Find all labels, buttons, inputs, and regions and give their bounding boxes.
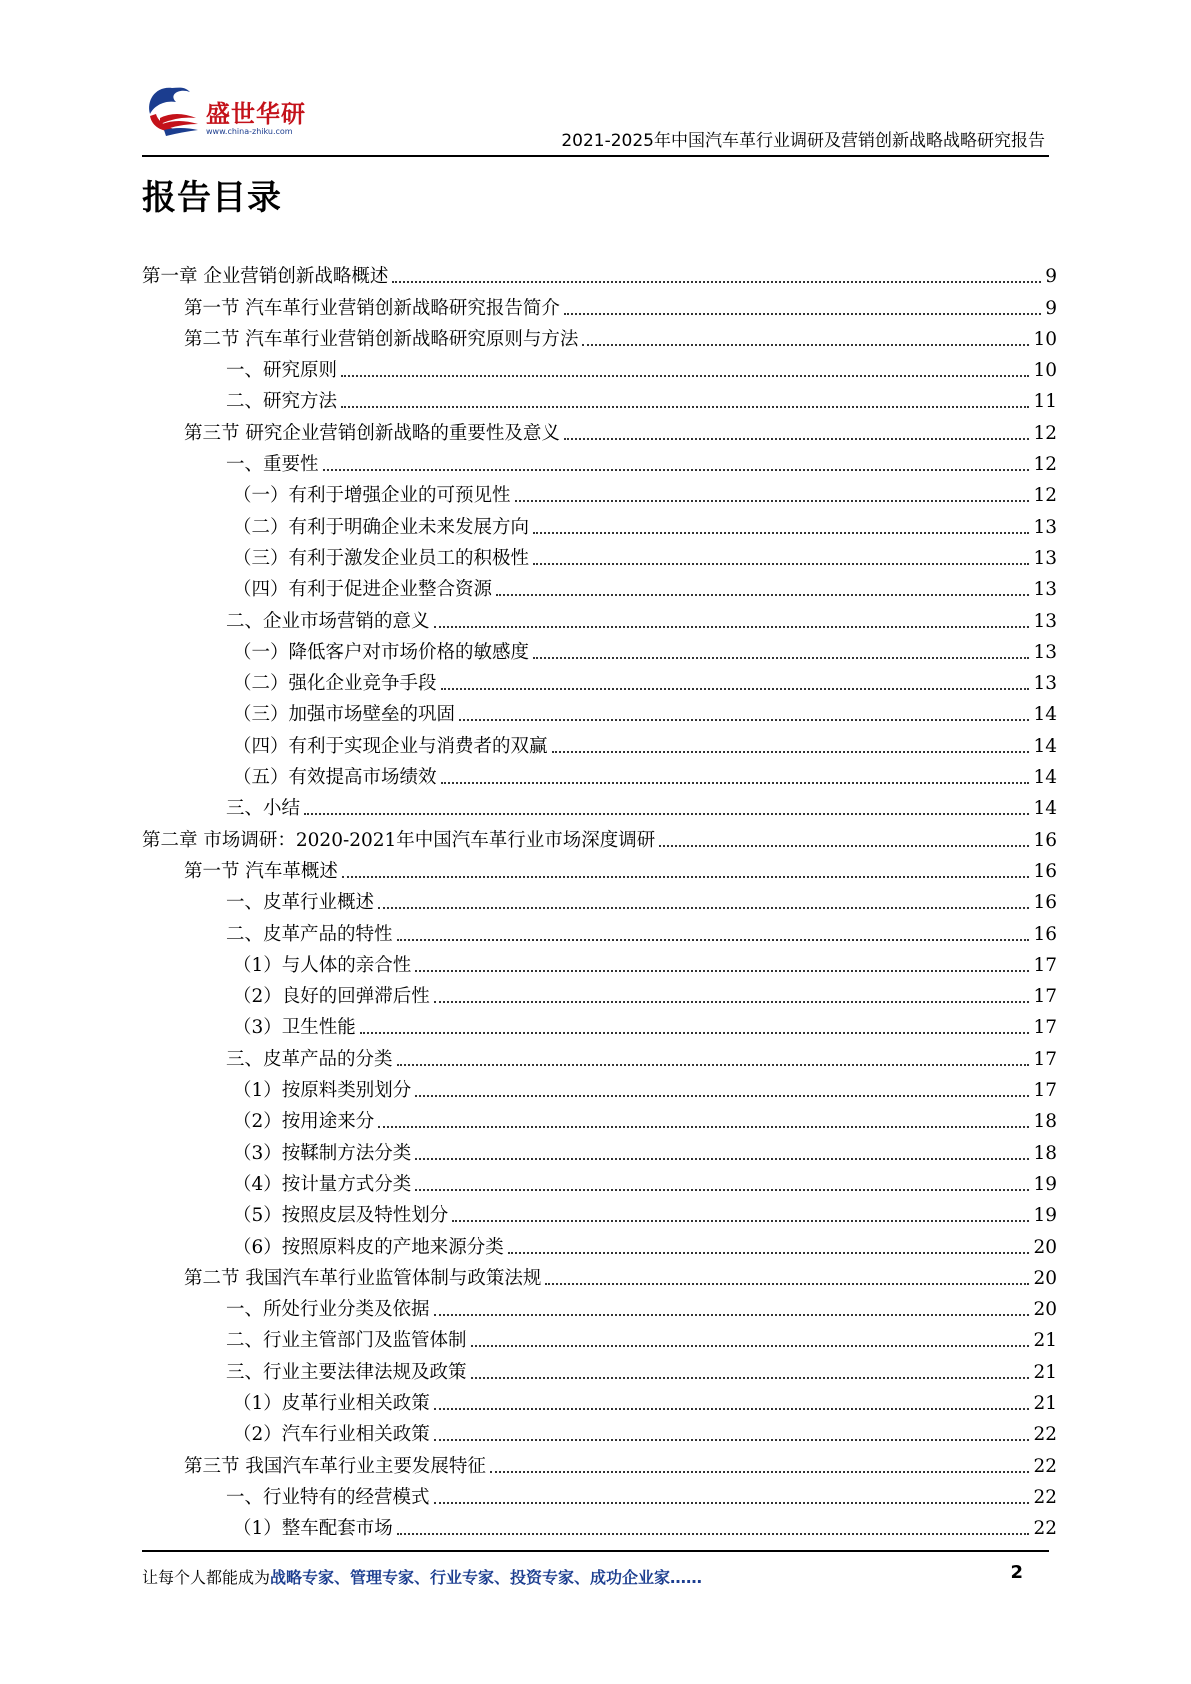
logo-text: 盛世华研 <box>206 100 306 128</box>
toc-entry[interactable] <box>142 383 1057 414</box>
toc-entry-title: 一、行业特有的经营模式 <box>226 1486 430 1508</box>
toc-entry-page: 22 <box>1033 1424 1057 1446</box>
toc-leader-dots <box>397 1064 1030 1066</box>
toc-entry-page: 18 <box>1033 1111 1057 1133</box>
toc-entry-title: （3）卫生性能 <box>233 1017 356 1039</box>
toc-entry-page: 16 <box>1033 923 1057 945</box>
toc-entry-title: （四）有利于实现企业与消费者的双赢 <box>233 735 548 757</box>
toc-leader-dots <box>392 281 1041 283</box>
toc-entry[interactable] <box>142 727 1057 758</box>
toc-entry-page: 22 <box>1033 1518 1057 1540</box>
toc-leader-dots <box>533 532 1029 534</box>
toc-leader-dots <box>434 1502 1030 1504</box>
toc-entry[interactable] <box>142 696 1057 727</box>
footer-divider <box>142 1550 1049 1552</box>
toc-entry-page: 14 <box>1033 735 1057 757</box>
toc-entry[interactable] <box>142 321 1057 352</box>
toc-entry-page: 22 <box>1033 1455 1057 1477</box>
page-title: 报告目录 <box>142 178 282 218</box>
toc-entry-title: 一、重要性 <box>226 454 319 476</box>
toc-entry-title: 一、皮革行业概述 <box>226 892 375 914</box>
toc-entry[interactable] <box>142 853 1057 884</box>
toc-entry-page: 13 <box>1033 610 1057 632</box>
toc-entry-title: （三）加强市场壁垒的巩固 <box>233 704 456 726</box>
toc-entry-title: 一、研究原则 <box>226 360 338 382</box>
toc-entry[interactable] <box>142 1353 1057 1384</box>
toc-entry[interactable] <box>142 602 1057 633</box>
toc-leader-dots <box>508 1252 1030 1254</box>
toc-entry-title: （1）与人体的亲合性 <box>233 954 412 976</box>
toc-leader-dots <box>341 375 1029 377</box>
toc-entry-page: 13 <box>1033 579 1057 601</box>
company-logo <box>142 82 312 142</box>
toc-entry-page: 10 <box>1033 328 1057 350</box>
toc-leader-dots <box>441 688 1030 690</box>
toc-leader-dots <box>496 594 1029 596</box>
toc-entry-title: （三）有利于激发企业员工的积极性 <box>233 547 530 569</box>
toc-entry-title: （1）整车配套市场 <box>233 1518 393 1540</box>
table-of-contents <box>142 258 1057 1541</box>
toc-leader-dots <box>459 719 1029 721</box>
toc-entry-title: 第一节 汽车革行业营销创新战略研究报告简介 <box>184 297 560 319</box>
toc-entry-page: 18 <box>1033 1142 1057 1164</box>
toc-leader-dots <box>397 1533 1030 1535</box>
toc-leader-dots <box>434 1314 1030 1316</box>
toc-entry[interactable] <box>142 665 1057 696</box>
toc-leader-dots <box>452 1220 1029 1222</box>
toc-leader-dots <box>471 1345 1030 1347</box>
toc-entry[interactable] <box>142 1447 1057 1478</box>
toc-entry-title: 二、行业主管部门及监管体制 <box>226 1330 467 1352</box>
toc-entry[interactable] <box>142 821 1057 852</box>
toc-entry[interactable] <box>142 1416 1057 1447</box>
toc-entry-page: 17 <box>1033 986 1057 1008</box>
toc-entry-page: 19 <box>1033 1205 1057 1227</box>
toc-entry-title: 一、所处行业分类及依据 <box>226 1299 430 1321</box>
toc-entry-title: （二）强化企业竞争手段 <box>233 673 437 695</box>
toc-entry[interactable] <box>142 759 1057 790</box>
toc-entry-page: 13 <box>1033 547 1057 569</box>
footer-prefix: 让每个人都能成为 <box>142 1568 271 1587</box>
toc-entry[interactable] <box>142 1385 1057 1416</box>
toc-entry[interactable] <box>142 1166 1057 1197</box>
toc-leader-dots <box>415 970 1029 972</box>
toc-entry-title: 二、皮革产品的特性 <box>226 923 393 945</box>
toc-leader-dots <box>378 907 1029 909</box>
toc-entry-page: 20 <box>1033 1299 1057 1321</box>
toc-entry[interactable] <box>142 1228 1057 1259</box>
toc-leader-dots <box>441 782 1030 784</box>
toc-entry-page: 16 <box>1033 892 1057 914</box>
toc-entry[interactable] <box>142 289 1057 320</box>
toc-entry-title: 第一节 汽车革概述 <box>184 860 338 882</box>
toc-entry-title: （四）有利于促进企业整合资源 <box>233 579 493 601</box>
toc-entry-title: （2）良好的回弹滞后性 <box>233 986 430 1008</box>
toc-entry-page: 17 <box>1033 1080 1057 1102</box>
toc-entry[interactable] <box>142 634 1057 665</box>
footer-slogan <box>142 1565 702 1588</box>
toc-entry-title: （2）按用途来分 <box>233 1111 375 1133</box>
toc-entry-page: 9 <box>1045 297 1057 319</box>
toc-leader-dots <box>415 1095 1029 1097</box>
toc-entry-title: （二）有利于明确企业未来发展方向 <box>233 516 530 538</box>
toc-entry[interactable] <box>142 508 1057 539</box>
toc-leader-dots <box>533 657 1029 659</box>
toc-entry[interactable] <box>142 477 1057 508</box>
toc-entry[interactable] <box>142 258 1057 289</box>
toc-entry[interactable] <box>142 1291 1057 1322</box>
toc-entry[interactable] <box>142 446 1057 477</box>
toc-leader-dots <box>434 1001 1030 1003</box>
toc-leader-dots <box>415 1158 1029 1160</box>
toc-entry[interactable] <box>142 1479 1057 1510</box>
toc-leader-dots <box>564 438 1030 440</box>
toc-entry-title: 第二节 我国汽车革行业监管体制与政策法规 <box>184 1267 542 1289</box>
toc-leader-dots <box>434 1439 1030 1441</box>
toc-entry-page: 12 <box>1033 422 1057 444</box>
toc-leader-dots <box>545 1283 1029 1285</box>
toc-leader-dots <box>515 500 1030 502</box>
toc-entry[interactable] <box>142 1072 1057 1103</box>
toc-entry-title: 第一章 企业营销创新战略概述 <box>142 266 389 288</box>
toc-entry[interactable] <box>142 414 1057 445</box>
toc-leader-dots <box>397 939 1030 941</box>
toc-leader-dots <box>582 344 1029 346</box>
toc-entry-title: （1）皮革行业相关政策 <box>233 1392 430 1414</box>
toc-entry[interactable] <box>142 884 1057 915</box>
document-title: 2021-2025年中国汽车革行业调研及营销创新战略战略研究报告 <box>561 131 1045 151</box>
logo-icon <box>142 82 204 138</box>
toc-leader-dots <box>378 1126 1029 1128</box>
toc-leader-dots <box>564 313 1041 315</box>
toc-entry[interactable] <box>142 1260 1057 1291</box>
toc-leader-dots <box>415 1189 1029 1191</box>
toc-entry[interactable] <box>142 540 1057 571</box>
toc-entry-title: 第三节 我国汽车革行业主要发展特征 <box>184 1455 486 1477</box>
toc-entry-page: 17 <box>1033 954 1057 976</box>
toc-leader-dots <box>360 1032 1030 1034</box>
toc-entry-page: 17 <box>1033 1048 1057 1070</box>
toc-entry-title: 三、行业主要法律法规及政策 <box>226 1361 467 1383</box>
toc-entry-page: 13 <box>1033 673 1057 695</box>
toc-leader-dots <box>490 1471 1030 1473</box>
toc-entry-page: 16 <box>1033 860 1057 882</box>
toc-entry-page: 9 <box>1045 266 1057 288</box>
toc-entry-page: 14 <box>1033 767 1057 789</box>
toc-entry[interactable] <box>142 1009 1057 1040</box>
toc-entry-page: 12 <box>1033 454 1057 476</box>
toc-leader-dots <box>659 845 1029 847</box>
toc-entry-page: 21 <box>1033 1361 1057 1383</box>
toc-entry[interactable] <box>142 915 1057 946</box>
toc-entry-page: 17 <box>1033 1017 1057 1039</box>
toc-entry-page: 14 <box>1033 704 1057 726</box>
toc-entry-title: 第二节 汽车革行业营销创新战略研究原则与方法 <box>184 328 579 350</box>
toc-entry[interactable] <box>142 352 1057 383</box>
toc-entry-page: 12 <box>1033 485 1057 507</box>
toc-entry-title: 三、小结 <box>226 798 301 820</box>
toc-entry-title: 第三节 研究企业营销创新战略的重要性及意义 <box>184 422 560 444</box>
toc-entry-page: 11 <box>1033 391 1057 413</box>
toc-entry-title: （2）汽车行业相关政策 <box>233 1424 430 1446</box>
toc-leader-dots <box>434 626 1030 628</box>
toc-entry[interactable] <box>142 790 1057 821</box>
toc-leader-dots <box>304 813 1029 815</box>
toc-entry-page: 16 <box>1033 829 1057 851</box>
toc-entry[interactable] <box>142 1510 1057 1541</box>
toc-entry-title: （5）按照皮层及特性划分 <box>233 1205 449 1227</box>
toc-entry[interactable] <box>142 1197 1057 1228</box>
toc-entry-title: 二、研究方法 <box>226 391 338 413</box>
toc-leader-dots <box>323 469 1030 471</box>
toc-leader-dots <box>533 563 1029 565</box>
toc-entry-title: （6）按照原料皮的产地来源分类 <box>233 1236 504 1258</box>
header-divider <box>142 155 1049 157</box>
toc-entry[interactable] <box>142 1134 1057 1165</box>
logo-url: www.china-zhiku.com <box>206 127 293 136</box>
toc-entry-title: （一）降低客户对市场价格的敏感度 <box>233 641 530 663</box>
toc-entry-page: 13 <box>1033 516 1057 538</box>
toc-leader-dots <box>434 1408 1030 1410</box>
toc-entry-page: 22 <box>1033 1486 1057 1508</box>
toc-leader-dots <box>341 406 1029 408</box>
toc-entry-page: 14 <box>1033 798 1057 820</box>
toc-entry-title: 二、企业市场营销的意义 <box>226 610 430 632</box>
toc-entry-page: 20 <box>1033 1236 1057 1258</box>
toc-entry-title: （3）按鞣制方法分类 <box>233 1142 412 1164</box>
toc-entry-title: （一）有利于增强企业的可预见性 <box>233 485 511 507</box>
toc-entry[interactable] <box>142 571 1057 602</box>
page-number: 2 <box>1010 1562 1023 1583</box>
toc-entry[interactable] <box>142 1040 1057 1071</box>
toc-entry-page: 10 <box>1033 360 1057 382</box>
toc-leader-dots <box>342 876 1030 878</box>
toc-entry[interactable] <box>142 947 1057 978</box>
toc-entry[interactable] <box>142 1103 1057 1134</box>
toc-entry[interactable] <box>142 1322 1057 1353</box>
toc-entry-page: 19 <box>1033 1173 1057 1195</box>
toc-entry[interactable] <box>142 978 1057 1009</box>
toc-entry-title: （4）按计量方式分类 <box>233 1173 412 1195</box>
footer-highlight: 战略专家、管理专家、行业专家、投资专家、成功企业家…… <box>270 1568 703 1587</box>
toc-entry-title: （1）按原料类别划分 <box>233 1080 412 1102</box>
toc-entry-title: （五）有效提高市场绩效 <box>233 767 437 789</box>
toc-leader-dots <box>552 751 1030 753</box>
toc-entry-title: 第二章 市场调研：2020-2021年中国汽车革行业市场深度调研 <box>142 829 656 851</box>
toc-entry-page: 21 <box>1033 1330 1057 1352</box>
toc-leader-dots <box>471 1377 1030 1379</box>
toc-entry-title: 三、皮革产品的分类 <box>226 1048 393 1070</box>
toc-entry-page: 13 <box>1033 641 1057 663</box>
toc-entry-page: 20 <box>1033 1267 1057 1289</box>
toc-entry-page: 21 <box>1033 1392 1057 1414</box>
